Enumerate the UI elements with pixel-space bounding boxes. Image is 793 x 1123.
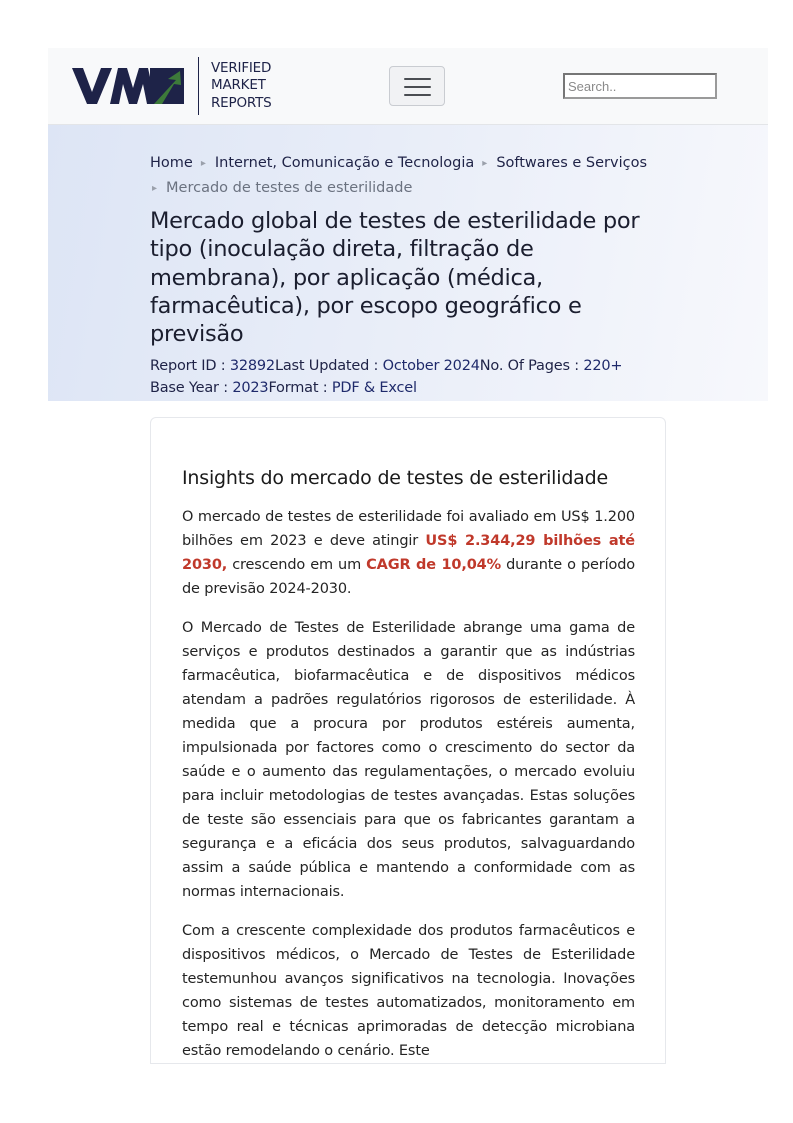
vmr-logo-mark-icon (72, 66, 184, 106)
brand-line-2: MARKET (211, 77, 266, 94)
report-meta (150, 355, 670, 399)
pages-label: No. Of Pages : (479, 358, 584, 374)
insights-paragraph-2: O Mercado de Testes de Esterilidade abrange uma gama de serviços e produtos destinados a garantir que as indústrias farmacêutica, biofarmacêutica e de dispositivos médicos atendam a padrões regulatórios rigorosos de esterilidade. À medida que a procura por produtos estéreis aumenta, impulsionada por factores como o crescimento do sector da saúde e o aumento das regulamentações, o mercado evoluiu para incluir metodologias de testes avançadas. Estas soluções de teste são essenciais para que os fabricantes garantam a segurança e a eficácia dos seus produtos, salvaguardando assim a saúde pública e mantendo a conformidade com as normas internacionais. (182, 620, 635, 900)
brand-line-1: VERIFIED (211, 59, 272, 76)
base-year-label: Base Year : (150, 380, 233, 396)
report-id-label: Report ID : (150, 358, 230, 374)
breadcrumb-home-link[interactable]: Home (150, 155, 193, 171)
breadcrumb-subcategory-link[interactable]: Softwares e Serviços (496, 155, 648, 171)
chevron-right-icon: ▸ (152, 183, 158, 194)
brand-wordmark (211, 60, 272, 113)
last-updated-label: Last Updated : (274, 358, 383, 374)
report-hero (48, 125, 768, 401)
brand-line-3: REPORTS (211, 94, 272, 111)
format-label: Format : (268, 380, 332, 396)
insights-paragraph-3: Com a crescente complexidade dos produtos farmacêuticos e dispositivos médicos, o Mercado de Testes de Esterilidade testemunhou avanços significativos na tecnologia. Inovações como sistemas de testes automatizados, monitoramento em tempo real e técnicas aprimoradas de detecção microbiana estão remodelando o cenário. Este (182, 923, 635, 1059)
insights-paragraph-1 (182, 505, 635, 601)
menu-toggle-button[interactable] (389, 66, 445, 106)
last-updated-value: October 2024 (382, 358, 480, 374)
pages-value: 220+ (583, 358, 623, 374)
site-header (48, 48, 768, 125)
search-input[interactable] (563, 73, 717, 99)
p1-text-a: O mercado de testes de esterilidade foi avaliado em US$ 1.200 bilhões em 2023 e deve atingir (182, 509, 635, 549)
insights-body (182, 505, 635, 1064)
chevron-right-icon: ▸ (200, 158, 206, 169)
market-value-highlight: US$ 2.344,29 bilhões até 2030, (182, 533, 635, 573)
chevron-right-icon: ▸ (482, 158, 488, 169)
logo-divider (198, 57, 199, 115)
insights-heading: Insights do mercado de testes de esterilidade (182, 467, 608, 489)
format-value: PDF & Excel (331, 380, 417, 396)
page-title: Mercado global de testes de esterilidade por tipo (inoculação direta, filtração de membrana), por aplicação (médica, farmacêutica), por escopo geográfico e previsão (150, 208, 640, 348)
p1-text-b: crescendo em um (227, 557, 367, 573)
breadcrumb-category-link[interactable]: Internet, Comunicação e Tecnologia (214, 155, 475, 171)
cagr-highlight: CAGR de 10,04% (366, 557, 501, 573)
breadcrumb (150, 151, 670, 201)
p1-text-c: durante o período de previsão 2024-2030. (182, 557, 635, 597)
breadcrumb-current: Mercado de testes de esterilidade (166, 180, 413, 196)
report-id-value: 32892 (229, 358, 275, 374)
market-insights-card (150, 417, 666, 1064)
brand-logo[interactable] (72, 56, 272, 116)
base-year-value: 2023 (232, 380, 269, 396)
